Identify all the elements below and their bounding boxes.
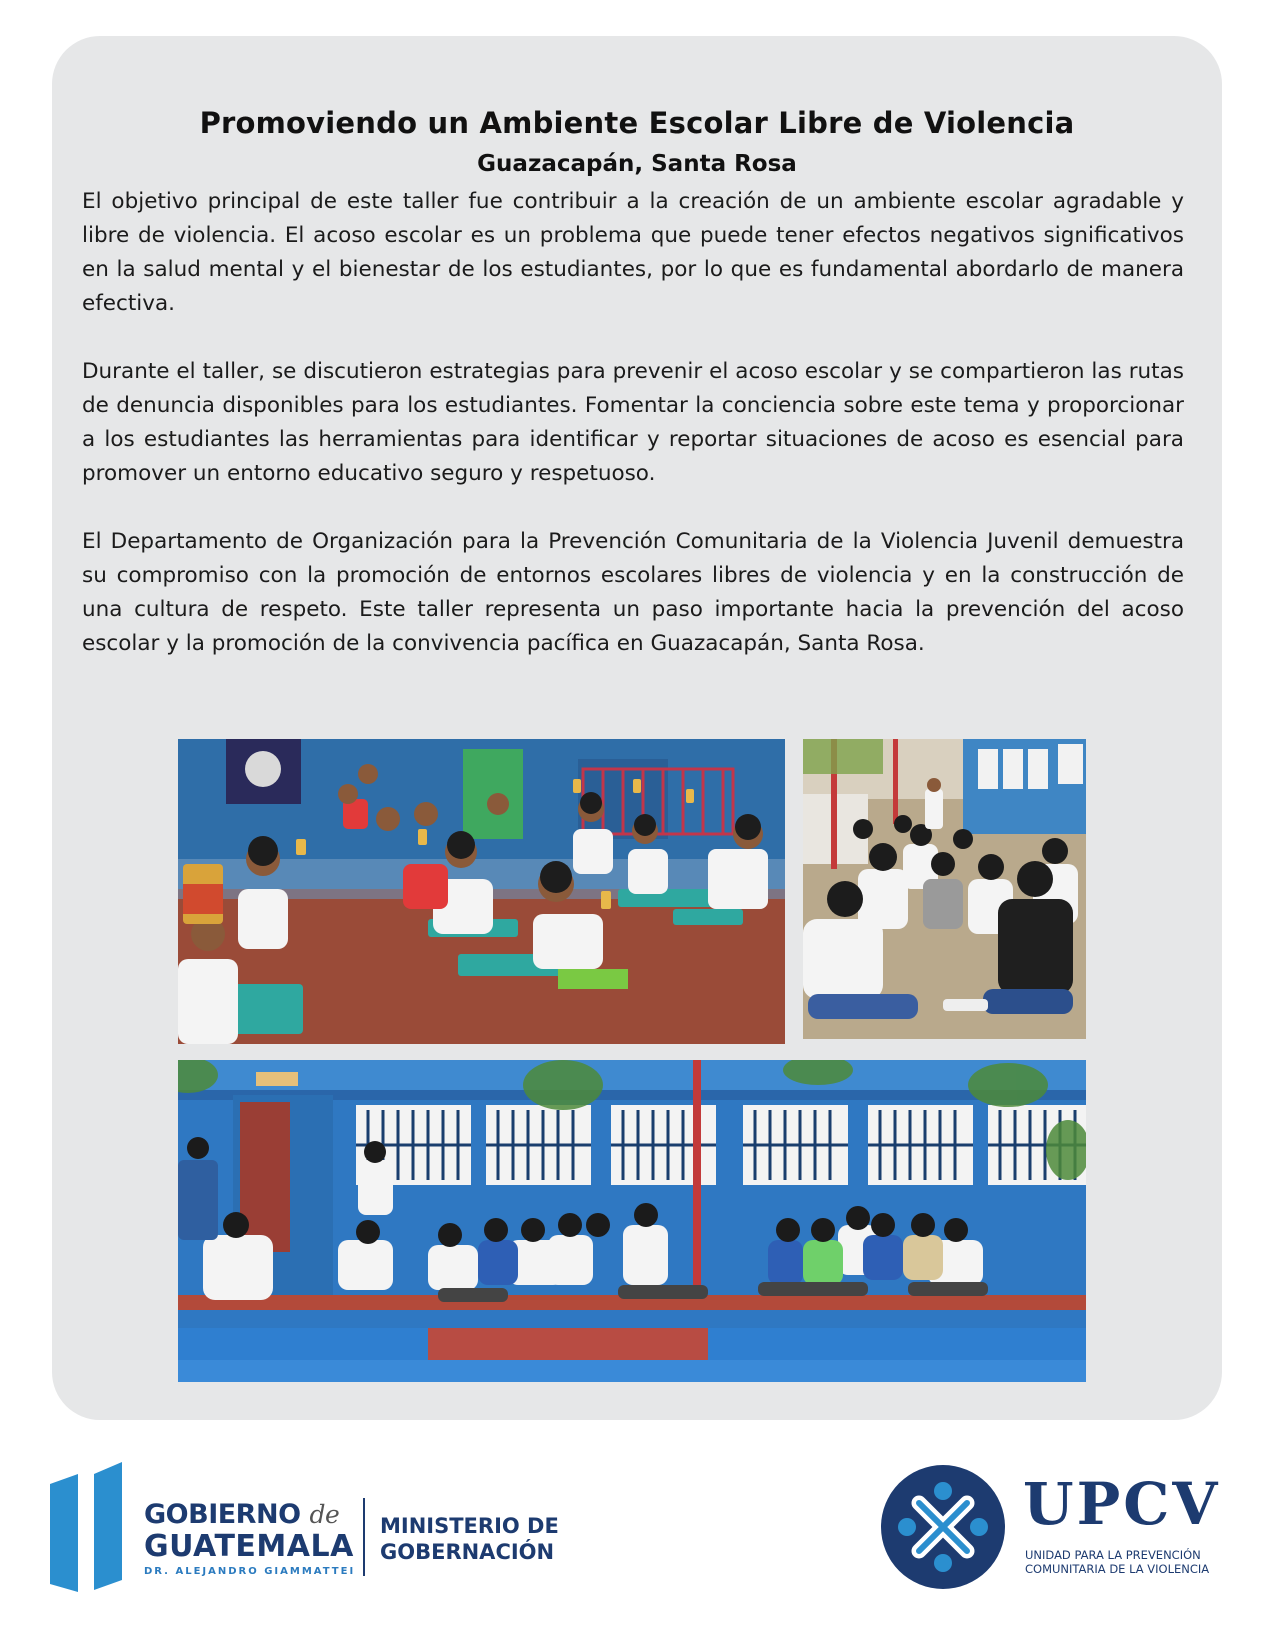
upcv-sub-line2: COMUNITARIA DE LA VIOLENCIA bbox=[1025, 1562, 1210, 1576]
upcv-title: UPCV bbox=[1023, 1470, 1221, 1538]
students-floor-photo bbox=[803, 739, 1086, 1039]
page-title: Promoviendo un Ambiente Escolar Libre de Violencia bbox=[199, 106, 1075, 140]
footer-divider bbox=[363, 1498, 365, 1576]
gov-line1: GOBIERNO bbox=[144, 1499, 301, 1530]
gobierno-logo-text bbox=[144, 1500, 355, 1577]
gov-line3: DR. ALEJANDRO GIAMMATTEI bbox=[144, 1566, 356, 1577]
page-subtitle: Guazacapán, Santa Rosa bbox=[477, 151, 797, 177]
upcv-sub-line1: UNIDAD PARA LA PREVENCIÓN bbox=[1025, 1548, 1201, 1562]
gobierno-stripes-icon bbox=[50, 1462, 130, 1592]
gov-line1-de: de bbox=[309, 1500, 340, 1529]
ministerio-logo-text bbox=[380, 1513, 559, 1565]
ministerio-line2: GOBERNACIÓN bbox=[380, 1540, 555, 1564]
gov-line2: GUATEMALA bbox=[144, 1529, 354, 1564]
classroom-photo bbox=[178, 739, 785, 1044]
upcv-subtitle bbox=[1025, 1548, 1221, 1576]
group-corridor-photo bbox=[178, 1060, 1086, 1382]
upcv-emblem-icon bbox=[879, 1463, 1007, 1591]
paragraph-workshop: Durante el taller, se discutieron estrategias para prevenir el acoso escolar y se compartieron las rutas de denuncia disponibles para los estudiantes. Fomentar la conciencia sobre este tema y proporcionar a los estudiantes las herramientas para identificar y reportar situaciones de acoso es esencial para promover un entorno educativo seguro y respetuoso. bbox=[82, 359, 1184, 486]
paragraph-department: El Departamento de Organización para la Prevención Comunitaria de la Violencia Juvenil demuestra su compromiso con la promoción de entornos escolares libres de violencia y en la construcción de una cultura de respeto. Este taller representa un paso importante hacia la prevención del acoso escolar y la promoción de la convivencia pacífica en Guazacapán, Santa Rosa. bbox=[82, 529, 1184, 656]
ministerio-line1: MINISTERIO DE bbox=[380, 1514, 559, 1538]
paragraph-objective: El objetivo principal de este taller fue contribuir a la creación de un ambiente escolar agradable y libre de violencia. El acoso escolar es un problema que puede tener efectos negativos significativos en la salud mental y el bienestar de los estudiantes, por lo que es fundamental abordarlo de manera efectiva. bbox=[82, 189, 1184, 316]
